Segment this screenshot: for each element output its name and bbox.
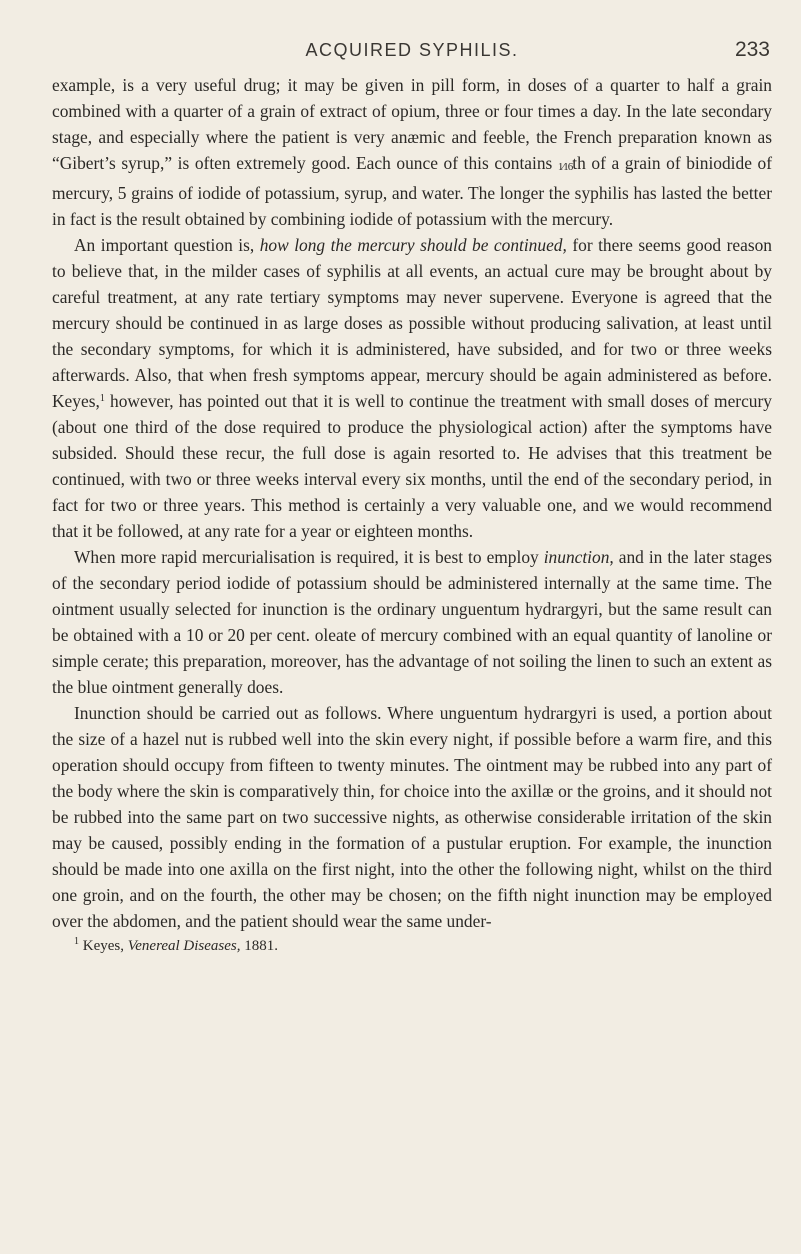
paragraph-3-text-a: When more rapid mercurialisation is required, it is best to employ <box>74 547 544 567</box>
body-text <box>52 72 772 934</box>
paragraph-2 <box>52 232 772 544</box>
paragraph-1-text-a: example, is a very useful drug; it may be given in pill form, in doses of a quarter to half a grain combined with a quarter of a grain of extract of opium, three or four times a day. In the late secondary stage, and especially where the patient is very anæmic and feeble, the French preparation known as “Gibert’s syrup,” is often extremely good. Each ounce of this contains <box>52 75 772 173</box>
footnote-year: 1881. <box>240 938 278 954</box>
footnote-reference: 1 <box>99 393 105 404</box>
paragraph-2-text-b: for there seems good reason to believe that, in the milder cases of syphilis at all events, an actual cure may be brought about by careful treatment, at any rate tertiary symptoms may never supervene. Everyone is agreed that the mercury should be continued in as large doses as possible without producing salivation, at least until the secondary symptoms, for which it is administered, have subsided, and for two or three weeks afterwards. Also, that when fresh symptoms appear, mercury should be again administered as before. Keyes, <box>52 235 772 411</box>
fraction: 1⁄16 <box>557 161 573 173</box>
paragraph-2-text-c: however, has pointed out that it is well to continue the treatment with small doses of mercury (about one third of the dose required to produce the physiological action) after the symptoms have subsided. Should these recur, the full dose is again resorted to. He advises that this treatment be continued, with two or three weeks interval every six months, until the end of the secondary period, in fact for two or three years. This method is certainly a very valuable one, and we would recommend that it be followed, at any rate for a year or eighteen months. <box>52 391 772 541</box>
footnote-marker: 1 <box>74 936 79 947</box>
running-head: ACQUIRED SYPHILIS. <box>305 40 519 60</box>
paragraph-3-italic: inunction, <box>543 547 614 567</box>
footnote-author: Keyes, <box>79 938 128 954</box>
page-number: 233 <box>734 38 770 61</box>
footnote <box>52 936 772 956</box>
book-page <box>52 40 772 956</box>
paragraph-2-italic: how long the mercury should be continued, <box>259 235 567 255</box>
paragraph-2-text-a: An important question is, <box>74 235 260 255</box>
paragraph-1-text-b: th of a grain of biniodide of mercury, 5 grains of iodide of potassium, syrup, and water. The longer the syphilis has lasted the better in fact is the result obtained by combining iodide of potassium with the mercury. <box>52 153 773 229</box>
paragraph-1 <box>52 72 772 232</box>
page-header <box>52 40 772 66</box>
paragraph-4: Inunction should be carried out as follows. Where unguentum hydrargyri is used, a portion about the size of a hazel nut is rubbed well into the skin every night, if possible before a warm fire, and this operation should occupy from fifteen to twenty minutes. The ointment may be rubbed into any part of the body where the skin is comparatively thin, for choice into the axillæ or the groins, and it should not be rubbed into the same part on two successive nights, as otherwise considerable irritation of the skin may be caused, possibly ending in the formation of a pustular eruption. For example, the inunction should be made into one axilla on the first night, into the other the following night, whilst on the third one groin, and on the fourth, the other may be chosen; on the fifth night inunction may be employed over the abdomen, and the patient should wear the same under- <box>52 703 772 931</box>
footnote-title: Venereal Diseases, <box>127 938 241 954</box>
paragraph-3-text-b: and in the later stages of the secondary period iodide of potassium should be administered internally at the same time. The ointment usually selected for inunction is the ordinary unguentum hydrargyri, but the same result can be obtained with a 10 or 20 per cent. oleate of mercury combined with an equal quantity of lanoline or simple cerate; this preparation, moreover, has the advantage of not soiling the linen to such an extent as the blue ointment generally does. <box>52 547 772 697</box>
paragraph-3 <box>52 544 772 700</box>
